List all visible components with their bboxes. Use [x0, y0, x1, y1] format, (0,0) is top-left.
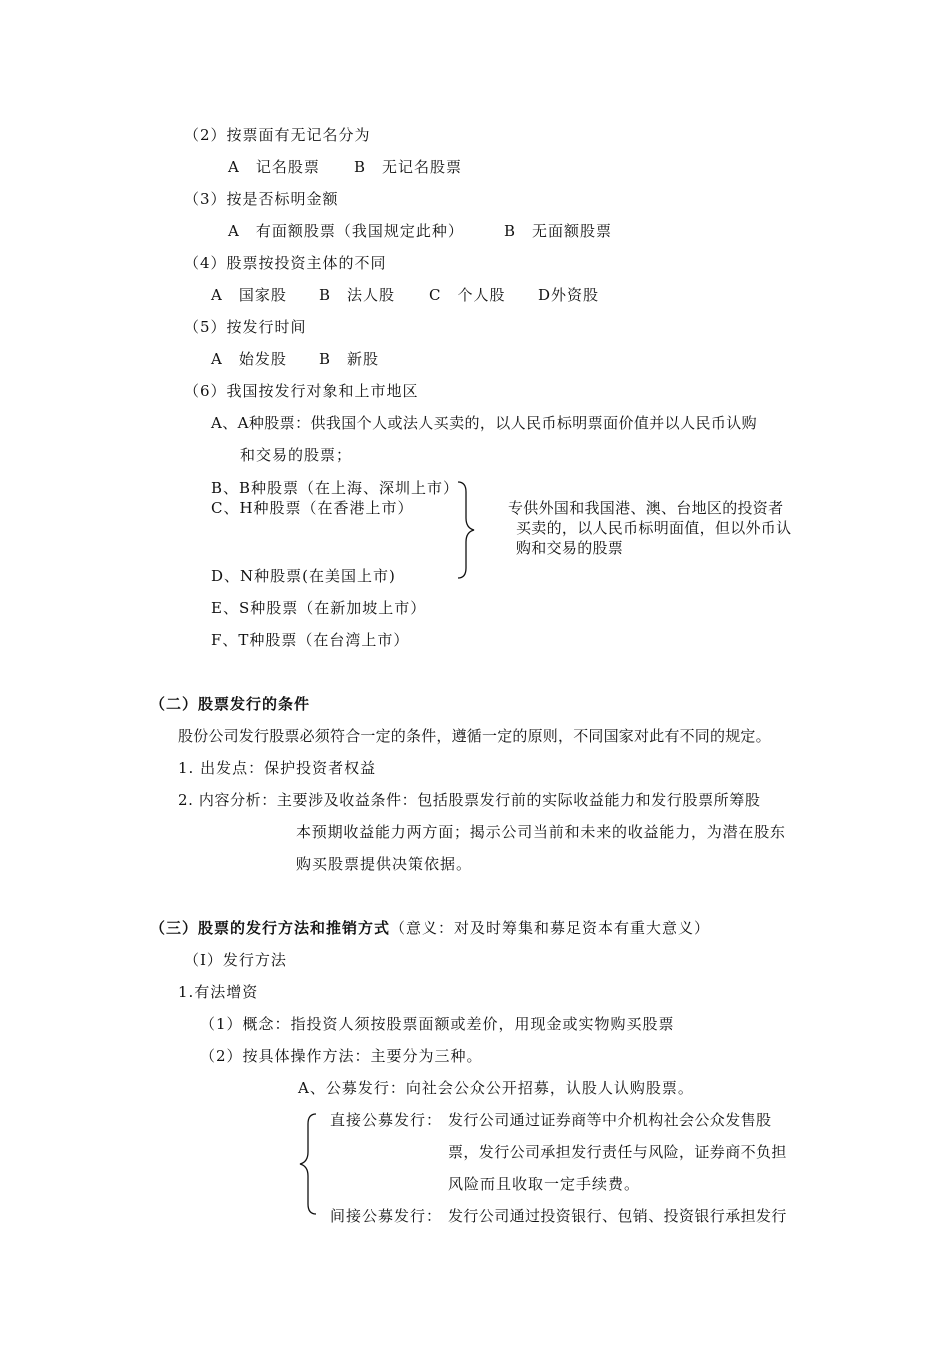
brace-left — [298, 1112, 318, 1216]
direct-offering-line3: 风险而且收取一定手续费。 — [448, 1175, 641, 1193]
heading-by-time: （5）按发行时间 — [184, 318, 307, 336]
s-share: E、S种股票（在新加坡上市） — [211, 599, 427, 617]
option-no-par: B 无面额股票 — [504, 222, 613, 240]
a-share-line2: 和交易的股票； — [240, 446, 353, 464]
indirect-offering-label: 间接公募发行： — [330, 1207, 443, 1225]
b-share: B、B种股票（在上海、深圳上市） — [211, 479, 460, 497]
section2-title: （二）股票发行的条件 — [150, 695, 311, 713]
option-registered: A 记名股票 — [228, 158, 320, 176]
option-state: A 国家股 — [211, 286, 287, 304]
option-foreign: D外资股 — [538, 286, 600, 304]
section2-item1: 1. 出发点：保护投资者权益 — [178, 759, 377, 777]
section3-title: （三）股票的发行方法和推销方式 — [150, 919, 391, 937]
bh-note-line1: 专供外国和我国港、澳、台地区的投资者 — [508, 499, 784, 517]
a-share-line1: A、A种股票：供我国个人或法人买卖的，以人民币标明票面价值并以人民币认购 — [211, 414, 758, 432]
brace-right — [456, 480, 480, 580]
heading-by-par: （3）按是否标明金额 — [184, 190, 339, 208]
section3-public-offering: A、公募发行：向社会公众公开招募，认股人认购股票。 — [298, 1079, 694, 1097]
option-new: B 新股 — [319, 350, 380, 368]
h-share: C、H种股票（在香港上市） — [211, 499, 414, 517]
direct-offering-label: 直接公募发行： — [330, 1111, 443, 1129]
section3-method: （2）按具体操作方法：主要分为三种。 — [200, 1047, 483, 1065]
section3-title-row — [150, 918, 710, 938]
n-share: D、N种股票(在美国上市) — [211, 567, 396, 585]
option-individual: C 个人股 — [429, 286, 506, 304]
t-share: F、T种股票（在台湾上市） — [211, 631, 410, 649]
option-par-value: A 有面额股票（我国规定此种） — [228, 222, 464, 240]
heading-by-target: （6）我国按发行对象和上市地区 — [184, 382, 419, 400]
option-bearer: B 无记名股票 — [354, 158, 463, 176]
bh-note-line3: 购和交易的股票 — [516, 539, 624, 557]
section3-concept: （1）概念：指投资人须按股票面额或差价，用现金或实物购买股票 — [200, 1015, 675, 1033]
direct-offering-line2: 票，发行公司承担发行责任与风险，证券商不负担 — [448, 1143, 787, 1161]
section2-item2-line3: 购买股票提供决策依据。 — [296, 855, 473, 873]
option-initial: A 始发股 — [211, 350, 287, 368]
direct-offering-line1: 发行公司通过证券商等中介机构社会公众发售股 — [448, 1111, 772, 1129]
section2-item2-line1: 2. 内容分析：主要涉及收益条件：包括股票发行前的实际收益能力和发行股票所筹股 — [178, 791, 761, 809]
section3-title-note: （意义：对及时筹集和募足资本有重大意义） — [390, 919, 711, 937]
section2-item2-line2: 本预期收益能力两方面；揭示公司当前和未来的收益能力，为潜在股东 — [296, 823, 786, 841]
option-legal: B 法人股 — [319, 286, 396, 304]
indirect-offering-line1: 发行公司通过投资银行、包销、投资银行承担发行 — [448, 1207, 787, 1225]
heading-by-name: （2）按票面有无记名分为 — [184, 126, 371, 144]
bh-note-line2: 买卖的，以人民币标明面值，但以外币认 — [516, 519, 792, 537]
heading-by-investor: （4）股票按投资主体的不同 — [184, 254, 387, 272]
section3-item1: 1.有法增资 — [178, 983, 259, 1001]
section3-sub1: （I）发行方法 — [184, 951, 287, 969]
section2-intro: 股份公司发行股票必须符合一定的条件，遵循一定的原则，不同国家对此有不同的规定。 — [178, 727, 771, 745]
